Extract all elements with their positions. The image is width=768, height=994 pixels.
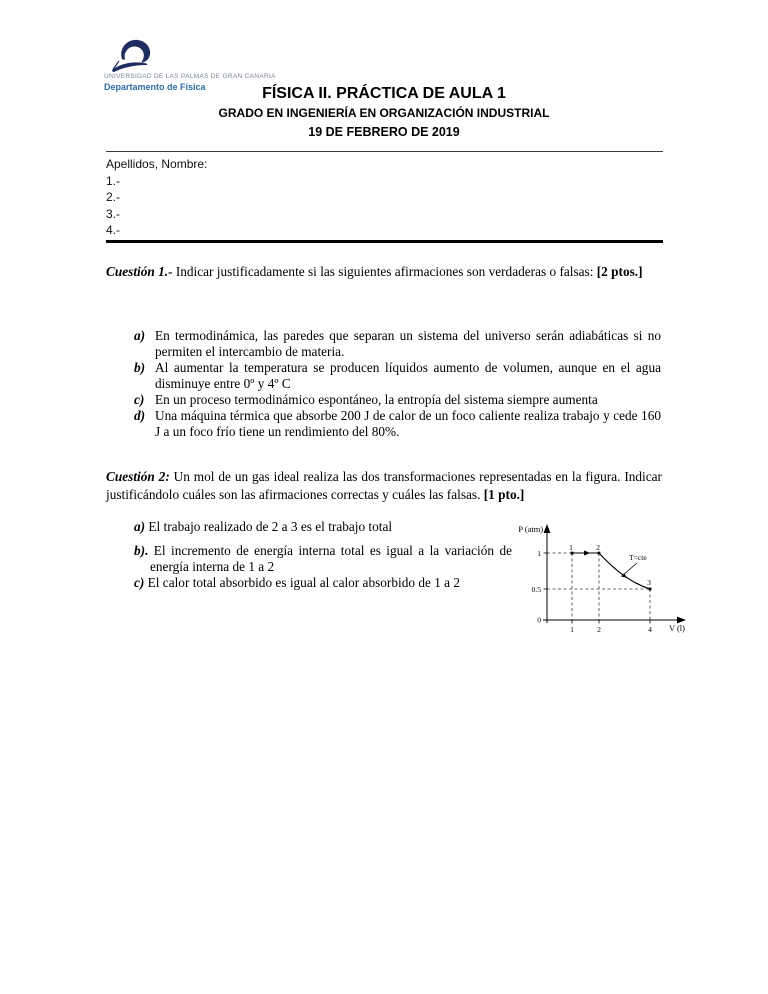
- state-point-2: [598, 552, 601, 555]
- item-text: En termodinámica, las paredes que separan un sistema del universo serán adiabáticas si no permiten el intercambio de materia.: [155, 328, 661, 359]
- name-label: Apellidos, Nombre:: [106, 157, 208, 171]
- item-text: El incremento de energía interna total es igual a la variación de energía interna de 1 a 2: [148, 543, 512, 574]
- state-point-1: [571, 552, 574, 555]
- item-letter: d): [134, 408, 146, 423]
- y-axis-label: P (atm): [518, 525, 543, 534]
- item-text: El trabajo realizado de 2 a 3 es el trabajo total: [145, 519, 393, 534]
- logo-university-name: UNIVERSIDAD DE LAS PALMAS DE GRAN CANARIA: [104, 73, 276, 80]
- question1-points: [2 ptos.]: [596, 264, 643, 279]
- ulpgc-swirl-icon: [110, 38, 162, 72]
- list-item: [134, 575, 512, 591]
- flow-arrow-icon: [584, 550, 590, 555]
- header-titles: [100, 84, 668, 140]
- question2-label: Cuestión 2:: [106, 469, 170, 484]
- point-label-1: 1: [569, 543, 573, 552]
- question2-points: [1 pto.]: [483, 487, 525, 502]
- item-letter: a): [134, 519, 146, 534]
- logo-department-name: Departamento de Física: [104, 82, 206, 92]
- list-item: [134, 519, 512, 535]
- isotherm-annotation: T=cte: [629, 553, 647, 562]
- origin-label: 0: [537, 615, 541, 625]
- item-text: El calor total absorbido es igual al calor absorbido de 1 a 2: [144, 575, 461, 590]
- item-letter: b).: [134, 543, 149, 558]
- list-item: [134, 408, 661, 440]
- item-letter: a): [134, 328, 146, 343]
- item-letter: c): [134, 575, 145, 590]
- question1-label: Cuestión 1.-: [106, 264, 173, 279]
- y-tick-label: 1: [537, 549, 541, 558]
- pv-diagram: [506, 519, 692, 637]
- x-tick-label: 1: [570, 625, 574, 634]
- y-axis-arrow-icon: [544, 524, 551, 533]
- question2-list: [134, 517, 512, 591]
- name-line-2: 2.-: [106, 190, 121, 205]
- item-letter: c): [134, 392, 145, 407]
- page-subtitle: GRADO EN INGENIERÍA EN ORGANIZACIÓN INDUSTRIAL: [218, 106, 550, 120]
- x-tick-label: 2: [597, 625, 601, 634]
- page-title: FÍSICA II. PRÁCTICA DE AULA 1: [262, 85, 506, 102]
- name-block: [106, 151, 663, 243]
- state-point-3: [649, 588, 652, 591]
- question1-intro: [106, 263, 662, 281]
- x-axis-label: V (l): [669, 624, 685, 633]
- annotation-arrow-line: [623, 563, 637, 575]
- item-text: En un proceso termodinámico espontáneo, la entropía del sistema siempre aumenta: [155, 392, 598, 407]
- point-label-2: 2: [596, 543, 600, 552]
- list-item: [134, 543, 512, 575]
- question1-list: [134, 328, 661, 440]
- list-item: [134, 392, 661, 408]
- item-text: Al aumentar la temperatura se producen líquidos aumento de volumen, aunque en el agua disminuye entre 0º y 4º C: [155, 360, 661, 391]
- name-line-3: 3.-: [106, 206, 121, 221]
- item-text: Una máquina térmica que absorbe 200 J de calor de un foco caliente realiza trabajo y cede 160 J a un foco frío tiene un rendimiento del 80%.: [155, 408, 661, 439]
- exam-date: 19 DE FEBRERO DE 2019: [308, 125, 460, 139]
- item-letter: b): [134, 360, 146, 375]
- question2-intro: [106, 468, 662, 504]
- list-item: [134, 328, 661, 360]
- x-tick-label: 4: [648, 625, 652, 634]
- point-label-3: 3: [647, 578, 651, 587]
- y-tick-label: 0.5: [531, 585, 541, 594]
- x-axis-arrow-icon: [677, 617, 686, 624]
- question1-text: Indicar justificadamente si las siguientes afirmaciones son verdaderas o falsas:: [172, 264, 597, 279]
- name-line-1: 1.-: [106, 174, 121, 188]
- name-line-4: 4.-: [106, 222, 121, 237]
- list-item: [134, 360, 661, 392]
- question2-text: Un mol de un gas ideal realiza las dos transformaciones representadas en la figura. Indicar justificándolo cuáles son las afirmaciones correctas y cuáles las falsas.: [106, 469, 662, 502]
